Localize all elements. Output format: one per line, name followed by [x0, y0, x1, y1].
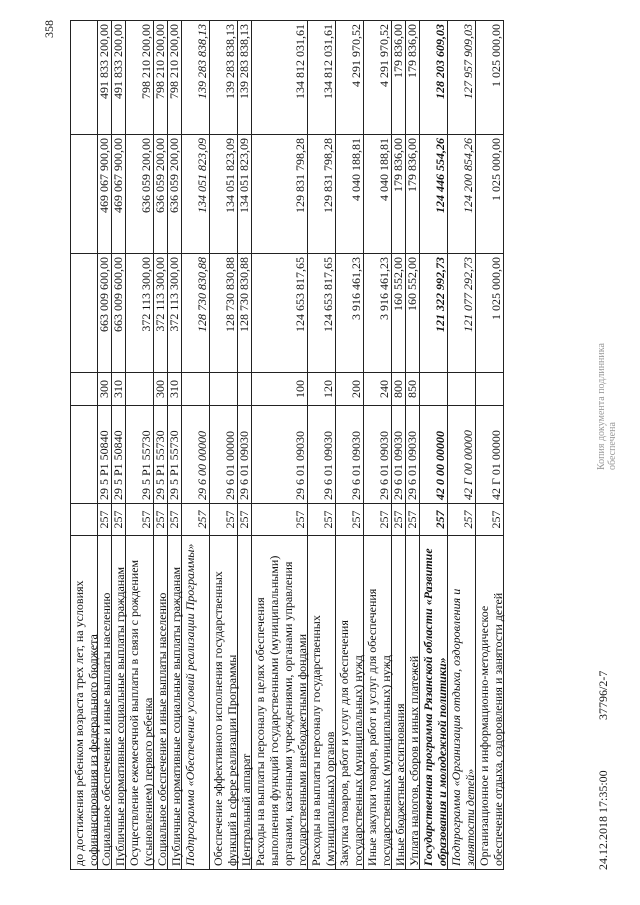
- row-csr: 42 Г 01 00000: [476, 405, 504, 503]
- copy-stamp: [596, 343, 618, 470]
- table-row: [476, 20, 504, 870]
- row-vr: [448, 372, 476, 405]
- row-ved: [70, 503, 98, 535]
- row-ved: 257: [168, 503, 182, 535]
- footer-doc-code: 37796/2-7: [596, 670, 610, 720]
- table-row: [252, 20, 308, 870]
- row-value-2019: [70, 253, 98, 372]
- stamp-line-2: обеспечена: [607, 422, 618, 470]
- row-vr: [126, 372, 154, 405]
- row-ved: 257: [182, 503, 210, 535]
- row-value-2019: 3 916 461,23: [364, 253, 392, 372]
- row-vr: 300: [98, 372, 112, 405]
- row-name: Социальное обеспечение и иные выплаты населению: [154, 535, 168, 870]
- row-value-2020: 134 051 823,09: [238, 134, 252, 253]
- row-csr: 29 5 P1 55730: [154, 405, 168, 503]
- row-value-2020: 1 025 000,00: [476, 134, 504, 253]
- budget-table: [70, 20, 590, 870]
- rotated-page: [42, 20, 618, 870]
- row-value-2019: 128 730 830,88: [238, 253, 252, 372]
- table-row: [98, 20, 112, 870]
- row-value-2019: 372 113 300,00: [168, 253, 182, 372]
- row-value-2019: 160 552,00: [392, 253, 406, 372]
- row-value-2019: 372 113 300,00: [154, 253, 168, 372]
- table-row: [154, 20, 168, 870]
- row-value-2019: 128 730 830,88: [210, 253, 238, 372]
- row-name: Иные закупки товаров, работ и услуг для обеспечения государственных (муниципальных) нужд: [364, 535, 392, 870]
- row-value-2021: 179 836,00: [406, 20, 420, 134]
- row-ved: 257: [210, 503, 238, 535]
- row-csr: 42 0 00 00000: [420, 405, 448, 503]
- row-value-2019: 1 025 000,00: [476, 253, 504, 372]
- row-ved: 257: [154, 503, 168, 535]
- table-row: [392, 20, 406, 870]
- row-name: Иные бюджетные ассигнования: [392, 535, 406, 870]
- row-vr: 310: [112, 372, 126, 405]
- row-csr: 29 5 P1 55730: [168, 405, 182, 503]
- row-ved: 257: [392, 503, 406, 535]
- row-value-2020: 134 051 823,09: [182, 134, 210, 253]
- row-ved: 257: [126, 503, 154, 535]
- row-csr: 29 5 P1 55730: [126, 405, 154, 503]
- row-value-2021: 134 812 031,61: [308, 20, 336, 134]
- row-value-2020: 636 059 200,00: [154, 134, 168, 253]
- row-value-2021: 1 025 000,00: [476, 20, 504, 134]
- row-value-2021: 139 283 838,13: [182, 20, 210, 134]
- row-csr: 29 6 01 09030: [406, 405, 420, 503]
- row-name: Расходы на выплаты персоналу в целях обеспечения выполнения функций государственными (муниципальными) органами, казенными учреждениями, органами управления государственными внебюджетными фондами: [252, 535, 308, 870]
- row-csr: 29 6 01 09030: [364, 405, 392, 503]
- row-value-2020: 4 040 188,81: [336, 134, 364, 253]
- row-value-2019: 124 653 817,65: [308, 253, 336, 372]
- row-value-2020: 469 067 900,00: [112, 134, 126, 253]
- row-vr: [476, 372, 504, 405]
- table-row: [210, 20, 238, 870]
- row-name: Публичные нормативные социальные выплаты гражданам: [112, 535, 126, 870]
- row-value-2021: 134 812 031,61: [252, 20, 308, 134]
- row-value-2020: 129 831 798,28: [308, 134, 336, 253]
- row-vr: 800: [392, 372, 406, 405]
- row-csr: 29 5 P1 50840: [112, 405, 126, 503]
- row-value-2019: 663 009 600,00: [98, 253, 112, 372]
- row-value-2020: [70, 134, 98, 253]
- row-csr: 29 6 01 09030: [308, 405, 336, 503]
- row-name: до достижения ребенком возраста трех лет, на условиях софинансирования из федерального бюджета: [70, 535, 98, 870]
- row-vr: [70, 372, 98, 405]
- page-number: 358: [42, 20, 56, 38]
- row-ved: 257: [112, 503, 126, 535]
- row-value-2019: 663 009 600,00: [112, 253, 126, 372]
- row-value-2020: 134 051 823,09: [210, 134, 238, 253]
- row-ved: 257: [252, 503, 308, 535]
- row-name: Центральный аппарат: [238, 535, 252, 870]
- row-csr: 29 6 01 09030: [252, 405, 308, 503]
- row-value-2021: 4 291 970,52: [364, 20, 392, 134]
- table-row: [336, 20, 364, 870]
- row-csr: 42 Г 00 00000: [448, 405, 476, 503]
- row-value-2019: 372 113 300,00: [126, 253, 154, 372]
- row-value-2021: 491 833 200,00: [112, 20, 126, 134]
- row-value-2021: 179 836,00: [392, 20, 406, 134]
- row-value-2020: 129 831 798,28: [252, 134, 308, 253]
- row-value-2020: 4 040 188,81: [364, 134, 392, 253]
- row-value-2019: 3 916 461,23: [336, 253, 364, 372]
- table-row: [70, 20, 98, 870]
- row-ved: 257: [308, 503, 336, 535]
- row-name: Уплата налогов, сборов и иных платежей: [406, 535, 420, 870]
- table-row: [238, 20, 252, 870]
- row-ved: 257: [448, 503, 476, 535]
- row-name: Государственная программа Рязанской области «Развитие образования и молодежной политики»: [420, 535, 448, 870]
- stamp-line-1: Копия документа подлинника: [596, 343, 607, 470]
- row-name: Организационное и информационно-методическое обеспечение отдыха, оздоровления и занятости детей: [476, 535, 504, 870]
- row-value-2021: 798 210 200,00: [168, 20, 182, 134]
- row-vr: 850: [406, 372, 420, 405]
- table-row: [420, 20, 448, 870]
- row-name: Закупка товаров, работ и услуг для обеспечения государственных (муниципальных) нужд: [336, 535, 364, 870]
- row-csr: 29 6 01 00000: [210, 405, 238, 503]
- row-vr: 300: [154, 372, 168, 405]
- row-vr: 240: [364, 372, 392, 405]
- row-vr: 310: [168, 372, 182, 405]
- row-csr: [70, 405, 98, 503]
- table-row: [168, 20, 182, 870]
- table-row: [406, 20, 420, 870]
- row-value-2019: 124 653 817,65: [252, 253, 308, 372]
- row-value-2021: 128 203 609,03: [420, 20, 448, 134]
- table-row: [182, 20, 210, 870]
- row-ved: 257: [98, 503, 112, 535]
- row-name: Обеспечение эффективного исполнения государственных функций в сфере реализации Программы: [210, 535, 238, 870]
- row-vr: [210, 372, 238, 405]
- row-value-2021: 491 833 200,00: [98, 20, 112, 134]
- footer-datetime: 24.12.2018 17:35:00: [596, 770, 610, 870]
- table-row: [126, 20, 154, 870]
- row-vr: 200: [336, 372, 364, 405]
- row-value-2020: 469 067 900,00: [98, 134, 112, 253]
- row-csr: 29 6 00 00000: [182, 405, 210, 503]
- row-vr: [238, 372, 252, 405]
- row-vr: [182, 372, 210, 405]
- row-value-2020: 636 059 200,00: [126, 134, 154, 253]
- table-row: [112, 20, 126, 870]
- row-value-2021: 139 283 838,13: [238, 20, 252, 134]
- table-row: [364, 20, 392, 870]
- row-value-2021: 139 283 838,13: [210, 20, 238, 134]
- row-value-2020: 636 059 200,00: [168, 134, 182, 253]
- row-name: Социальное обеспечение и иные выплаты населению: [98, 535, 112, 870]
- row-csr: 29 6 01 09030: [336, 405, 364, 503]
- row-value-2021: 127 957 909,03: [448, 20, 476, 134]
- row-name: Подпрограмма «Организация отдыха, оздоровления и занятости детей»: [448, 535, 476, 870]
- row-csr: 29 6 01 09030: [238, 405, 252, 503]
- row-value-2019: 121 077 292,73: [448, 253, 476, 372]
- row-value-2019: 121 322 992,73: [420, 253, 448, 372]
- row-ved: 257: [364, 503, 392, 535]
- row-value-2020: 179 836,00: [392, 134, 406, 253]
- table-row: [448, 20, 476, 870]
- row-name: Подпрограмма «Обеспечение условий реализации Программы»: [182, 535, 210, 870]
- row-name: Публичные нормативные социальные выплаты гражданам: [168, 535, 182, 870]
- row-csr: 29 5 P1 50840: [98, 405, 112, 503]
- row-value-2019: 128 730 830,88: [182, 253, 210, 372]
- row-value-2020: 124 200 854,26: [448, 134, 476, 253]
- row-csr: 29 6 01 09030: [392, 405, 406, 503]
- row-ved: 257: [406, 503, 420, 535]
- row-value-2020: 179 836,00: [406, 134, 420, 253]
- row-value-2021: 798 210 200,00: [154, 20, 168, 134]
- row-ved: 257: [238, 503, 252, 535]
- row-name: Осуществление ежемесячной выплаты в связи с рождением (усыновлением) первого ребенка: [126, 535, 154, 870]
- row-value-2021: 4 291 970,52: [336, 20, 364, 134]
- table-row: [308, 20, 336, 870]
- row-value-2020: 124 446 554,26: [420, 134, 448, 253]
- row-ved: 257: [476, 503, 504, 535]
- row-vr: 100: [252, 372, 308, 405]
- row-value-2021: [70, 20, 98, 134]
- row-ved: 257: [420, 503, 448, 535]
- row-ved: 257: [336, 503, 364, 535]
- row-value-2021: 798 210 200,00: [126, 20, 154, 134]
- row-name: Расходы на выплаты персоналу государственных (муниципальных) органов: [308, 535, 336, 870]
- row-value-2019: 160 552,00: [406, 253, 420, 372]
- row-vr: 120: [308, 372, 336, 405]
- row-vr: [420, 372, 448, 405]
